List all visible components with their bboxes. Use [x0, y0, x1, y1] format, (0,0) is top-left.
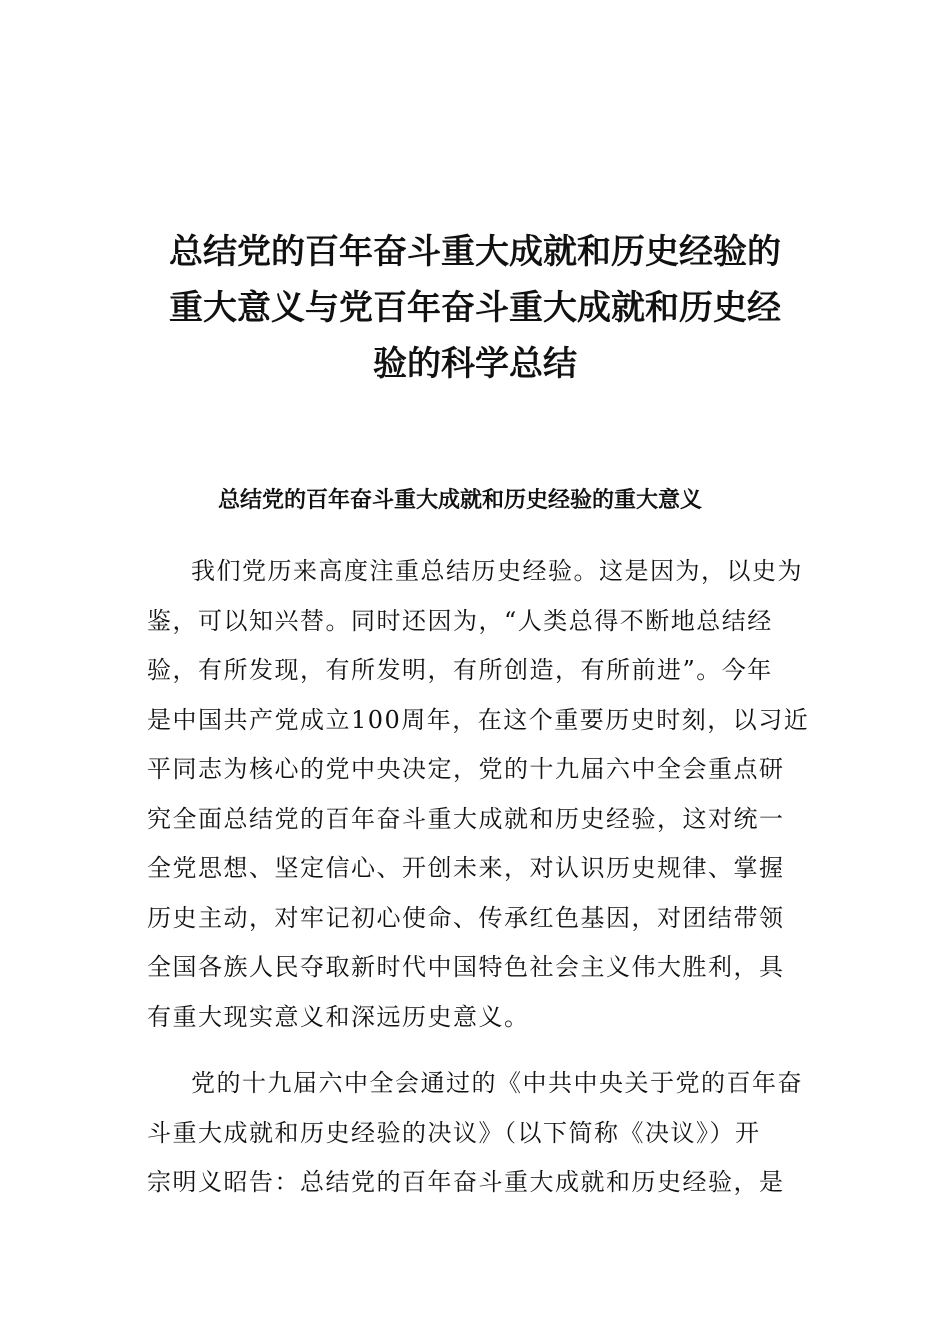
paragraph-line: 有重大现实意义和深远历史意义。	[147, 1002, 530, 1031]
paragraph-line: 究全面总结党的百年奋斗重大成就和历史经验，这对统一	[147, 804, 785, 833]
paragraph-line: 鉴，可以知兴替。同时还因为，“人类总得不断地总结经	[147, 606, 773, 635]
section-heading: 总结党的百年奋斗重大成就和历史经验的重大意义	[218, 488, 703, 513]
paragraph-line: 历史主动，对牢记初心使命、传承红色基因，对团结带领	[147, 903, 785, 932]
document-title	[150, 224, 800, 392]
paragraph-line: 验，有所发现，有所发明，有所创造，有所前进”。今年	[147, 656, 773, 684]
title-line: 总结党的百年奋斗重大成就和历史经验的	[169, 232, 781, 272]
paragraph-line: 全党思想、坚定信心、开创未来，对认识历史规律、掌握	[147, 854, 785, 882]
paragraph-line: 斗重大成就和历史经验的决议》（以下简称《决议》）开	[147, 1118, 761, 1147]
paragraph-line: 是中国共产党成立100周年，在这个重要历史时刻，以习近	[147, 705, 810, 734]
title-line: 验的科学总结	[373, 344, 577, 384]
paragraph-line: 我们党历来高度注重总结历史经验。这是因为，以史为	[191, 557, 803, 585]
paragraph-line: 党的十九届六中全会通过的《中共中央关于党的百年奋	[191, 1069, 803, 1097]
paragraph-line: 全国各族人民夺取新时代中国特色社会主义伟大胜利，具	[147, 953, 785, 981]
paragraph-line: 宗明义昭告：总结党的百年奋斗重大成就和历史经验，是	[147, 1168, 785, 1196]
paragraph-line: 平同志为核心的党中央决定，党的十九届六中全会重点研	[147, 755, 785, 783]
body-paragraph	[147, 547, 817, 1042]
body-paragraph	[147, 1059, 817, 1208]
title-line: 重大意义与党百年奋斗重大成就和历史经	[169, 288, 781, 328]
